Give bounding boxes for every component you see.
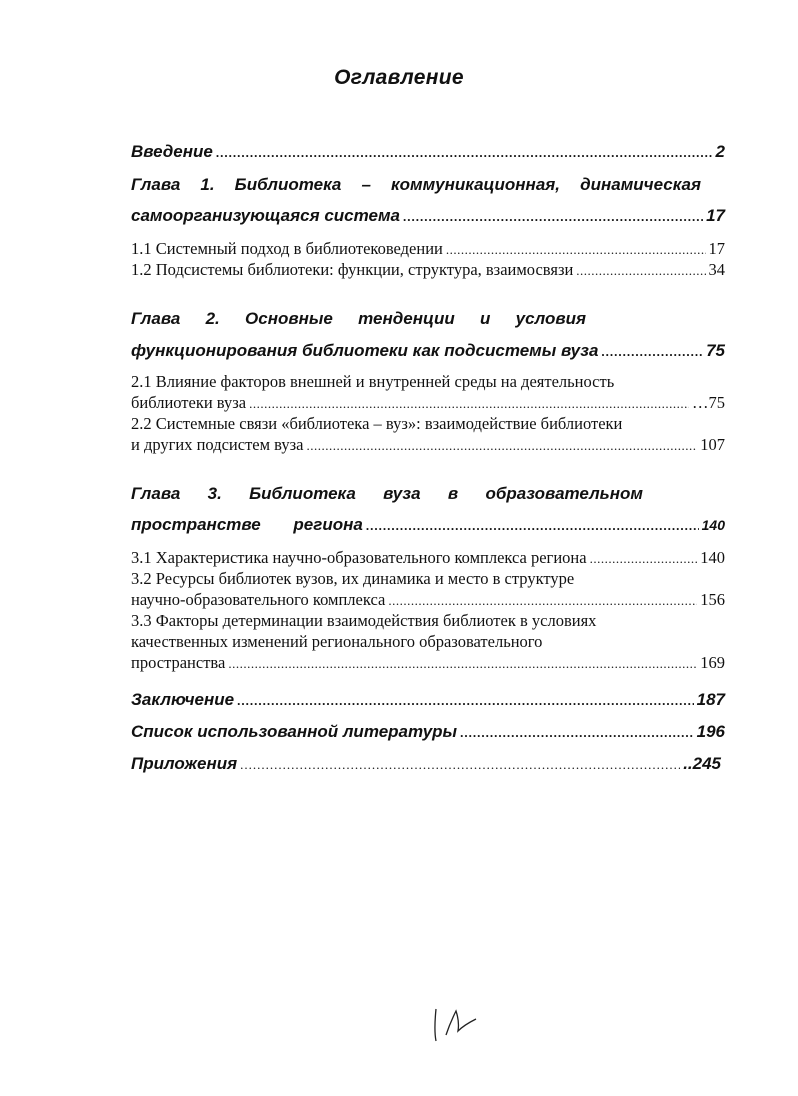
toc-section-3-2-line1[interactable] <box>131 569 725 589</box>
toc-label: Глава 1. Библиотека – коммуникационная, динамическая <box>131 175 701 194</box>
toc-section-3-1[interactable] <box>131 548 725 568</box>
toc-label: функционирования библиотеки как подсистемы вуза <box>131 341 599 360</box>
toc-leader <box>366 518 699 534</box>
toc-label: научно-образовательного комплекса <box>131 590 386 609</box>
toc-label: 1.2 Подсистемы библиотеки: функции, структура, взаимосвязи <box>131 260 574 279</box>
toc-leader <box>228 656 697 672</box>
toc-page-number: 196 <box>696 722 725 741</box>
toc-section-3-2[interactable] <box>131 590 725 610</box>
toc-chapter-2-line1[interactable] <box>131 309 725 329</box>
toc-label: самоорганизующаяся система <box>131 206 400 225</box>
toc-chapter-3-line1[interactable] <box>131 484 725 504</box>
toc-leader <box>460 725 694 741</box>
toc-label: 3.3 Факторы детерминации взаимодействия библиотек в условиях <box>131 611 597 630</box>
page-title: Оглавление <box>334 66 464 89</box>
toc-leader <box>249 396 689 412</box>
toc-section-1-1[interactable] <box>131 239 725 259</box>
toc-label: Заключение <box>131 690 235 709</box>
toc-label: 3.2 Ресурсы библиотек вузов, их динамика и место в структуре <box>131 569 575 588</box>
toc-leader <box>601 344 703 360</box>
toc-page-number: 34 <box>708 260 725 279</box>
toc-page-number: 156 <box>700 590 725 609</box>
toc-label: Список использованной литературы <box>131 722 458 741</box>
toc-chapter-3[interactable] <box>131 515 725 535</box>
toc-chapter-1[interactable] <box>131 206 725 226</box>
toc-page-number: 169 <box>700 653 725 672</box>
toc-label: Глава 3. Библиотека вуза в образовательном <box>131 484 643 503</box>
toc-label: Глава 2. Основные тенденции и условия <box>131 309 586 328</box>
toc-page-number: 187 <box>696 690 725 709</box>
toc-entry-appendix[interactable] <box>131 754 721 774</box>
toc-label: и других подсистем вуза <box>131 435 304 454</box>
toc-section-2-2[interactable] <box>131 435 725 455</box>
toc-label: Приложения <box>131 754 238 773</box>
toc-page-number: 140 <box>701 517 725 533</box>
toc-chapter-1-line1[interactable] <box>131 175 725 195</box>
toc-page-number: ..245 <box>683 754 721 773</box>
toc-leader <box>576 263 705 279</box>
toc-page-number: …75 <box>692 393 725 412</box>
toc-label: библиотеки вуза <box>131 393 247 412</box>
toc-entry-references[interactable] <box>131 722 725 742</box>
toc-label: пространстве региона <box>131 515 363 534</box>
toc-page-number: 2 <box>715 142 725 161</box>
toc-leader <box>240 757 680 773</box>
toc-chapter-2[interactable] <box>131 341 725 361</box>
toc-leader <box>446 242 706 258</box>
toc-section-2-2-line1[interactable] <box>131 414 725 434</box>
toc-page-number: 17 <box>708 239 725 258</box>
toc-page-number: 140 <box>700 548 725 567</box>
toc-leader <box>216 145 713 161</box>
toc-section-3-3[interactable] <box>131 653 725 673</box>
toc-entry-conclusion[interactable] <box>131 690 725 710</box>
toc-label: 2.1 Влияние факторов внешней и внутренней среды на деятельность <box>131 372 615 391</box>
toc-page-number: 107 <box>700 435 725 454</box>
toc-page-number: 75 <box>706 341 725 360</box>
handwritten-signature <box>428 1005 484 1045</box>
toc-leader <box>388 593 697 609</box>
toc-label: 2.2 Системные связи «библиотека – вуз»: взаимодействие библиотеки <box>131 414 623 433</box>
toc-label: качественных изменений регионального образовательного <box>131 632 543 651</box>
toc-leader <box>307 438 698 454</box>
toc-label: пространства <box>131 653 226 672</box>
toc-leader <box>403 209 703 225</box>
toc-label: Введение <box>131 142 213 161</box>
toc-section-1-2[interactable] <box>131 260 725 280</box>
toc-entry-intro[interactable] <box>131 142 725 162</box>
toc-section-3-3-line2[interactable] <box>131 632 725 652</box>
toc-section-2-1-line1[interactable] <box>131 372 725 392</box>
toc-leader <box>590 551 698 567</box>
toc-page-number: 17 <box>706 206 725 225</box>
toc-leader <box>237 693 694 709</box>
toc-label: 3.1 Характеристика научно-образовательного комплекса региона <box>131 548 587 567</box>
toc-section-3-3-line1[interactable] <box>131 611 725 631</box>
toc-label: 1.1 Системный подход в библиотековедении <box>131 239 443 258</box>
toc-section-2-1[interactable] <box>131 393 725 413</box>
